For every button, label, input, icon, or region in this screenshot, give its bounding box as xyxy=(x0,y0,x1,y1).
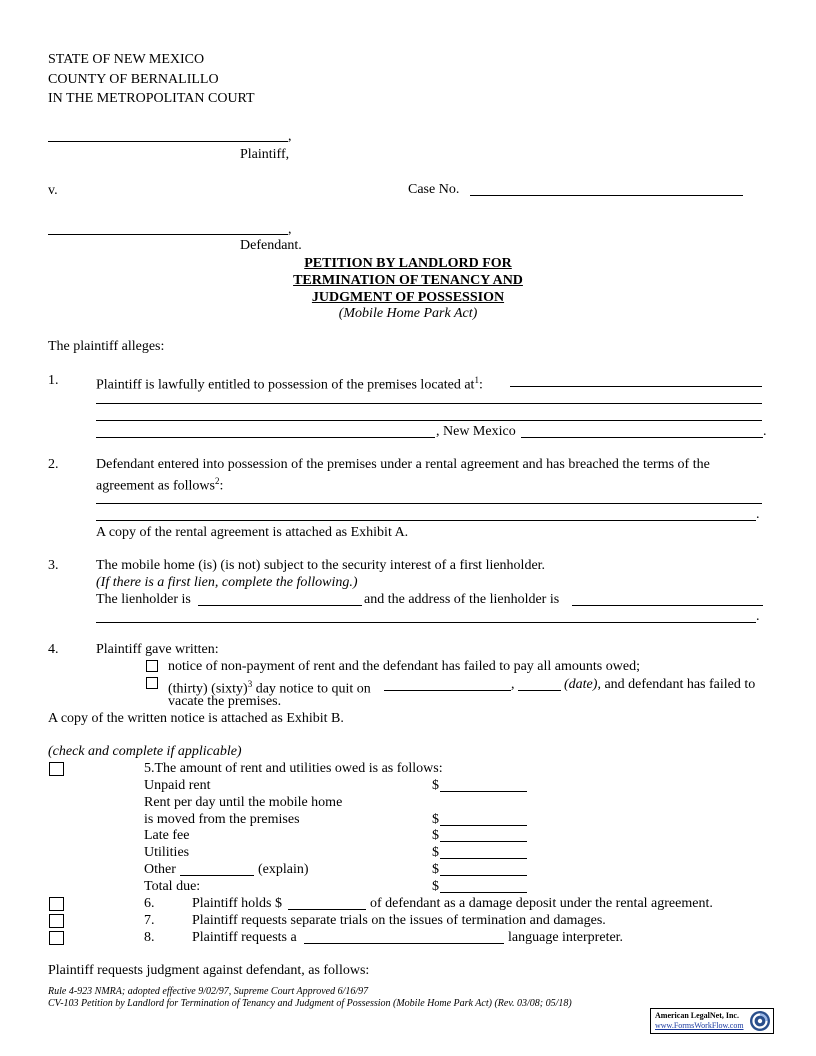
other-label: Other xyxy=(144,862,176,877)
item-6-text-a: Plaintiff holds $ xyxy=(192,896,282,911)
county-heading: COUNTY OF BERNALILLO xyxy=(48,72,219,87)
breach-field-1[interactable] xyxy=(96,503,762,504)
amount-owed-checkbox[interactable] xyxy=(49,762,64,776)
utilities-dollar: $ xyxy=(432,845,439,860)
premises-field-2[interactable] xyxy=(96,403,762,404)
late-fee-label: Late fee xyxy=(144,828,190,843)
lienholder-address-field-2[interactable] xyxy=(96,622,756,623)
premises-city-field[interactable] xyxy=(96,437,435,438)
explain-label: (explain) xyxy=(258,862,309,877)
footer-form-id: CV-103 Petition by Landlord for Termination of Tenancy and Judgment of Possession (Mobile Home Park Act) (Rev. 03/08; 05/18) xyxy=(48,998,572,1009)
premises-zip-field[interactable] xyxy=(521,437,763,438)
item-8-text-a: Plaintiff requests a xyxy=(192,930,297,945)
item-3-note: (If there is a first lien, complete the following.) xyxy=(96,575,358,590)
title-subtitle: (Mobile Home Park Act) xyxy=(338,306,478,321)
late-fee-dollar: $ xyxy=(432,828,439,843)
utilities-label: Utilities xyxy=(144,845,190,860)
plaintiff-name-field[interactable] xyxy=(48,141,288,142)
premises-field-1[interactable] xyxy=(510,386,762,387)
item-2-text-b: agreement as follows$^2$: xyxy=(96,476,224,494)
defendant-comma: , xyxy=(288,222,292,237)
item-7-number: 7. xyxy=(144,913,155,928)
late-fee-field[interactable] xyxy=(440,841,527,842)
notice-date-tail: (date), and defendant has failed to xyxy=(564,677,756,692)
breach-field-2[interactable] xyxy=(96,520,756,521)
rent-per-day-label-2: is moved from the premises xyxy=(144,812,300,827)
notice-date-field[interactable] xyxy=(384,690,511,691)
rent-per-day-field[interactable] xyxy=(440,825,527,826)
other-dollar: $ xyxy=(432,862,439,877)
case-no-label: Case No. xyxy=(408,182,460,197)
badge-url[interactable]: www.FormsWorkFlow.com xyxy=(655,1021,744,1030)
plaintiff-comma: , xyxy=(288,129,292,144)
intro-text: The plaintiff alleges: xyxy=(48,339,165,354)
non-payment-checkbox[interactable] xyxy=(146,660,158,672)
non-payment-text: notice of non-payment of rent and the defendant has failed to pay all amounts owed; xyxy=(168,659,640,674)
exhibit-a-text: A copy of the rental agreement is attached as Exhibit A. xyxy=(96,525,409,540)
unpaid-rent-dollar: $ xyxy=(432,778,439,793)
case-no-field[interactable] xyxy=(470,195,743,196)
item-8-number: 8. xyxy=(144,930,155,945)
legalnet-badge[interactable] xyxy=(650,1008,774,1034)
total-due-field[interactable] xyxy=(440,892,527,893)
notice-period-text: (thirty) (sixty)$^3$ day notice to quit on xyxy=(168,679,371,697)
defendant-label: Defendant. xyxy=(240,238,302,253)
interpreter-language-field[interactable] xyxy=(304,943,504,944)
rent-per-day-dollar: $ xyxy=(432,812,439,827)
item-2-number: 2. xyxy=(48,457,59,472)
item-4-number: 4. xyxy=(48,642,59,657)
item-1-text: Plaintiff is lawfully entitled to possession of the premises located $at^1$: xyxy=(96,375,483,393)
new-mexico-label: , New Mexico xyxy=(436,424,516,439)
item-1-number: 1. xyxy=(48,373,59,388)
premises-field-3[interactable] xyxy=(96,420,762,421)
interpreter-checkbox[interactable] xyxy=(49,931,64,945)
notice-year-field[interactable] xyxy=(518,690,561,691)
lienholder-field[interactable] xyxy=(198,605,362,606)
state-heading: STATE OF NEW MEXICO xyxy=(48,52,205,67)
other-description-field[interactable] xyxy=(180,875,254,876)
rent-per-day-label-1: Rent per day until the mobile home xyxy=(144,795,343,810)
title-line-2: TERMINATION OF TENANCY AND xyxy=(293,273,523,288)
item-7-text: Plaintiff requests separate trials on the issues of termination and damages. xyxy=(192,913,606,928)
exhibit-b-text: A copy of the written notice is attached as Exhibit B. xyxy=(48,711,344,726)
title-line-1: PETITION BY LANDLORD FOR xyxy=(304,256,512,271)
item-6-number: 6. xyxy=(144,896,155,911)
lienholder-label: The lienholder is xyxy=(96,592,191,607)
damage-deposit-checkbox[interactable] xyxy=(49,897,64,911)
court-heading: IN THE METROPOLITAN COURT xyxy=(48,91,255,106)
utilities-field[interactable] xyxy=(440,858,527,859)
total-due-dollar: $ xyxy=(432,879,439,894)
damage-deposit-field[interactable] xyxy=(288,909,366,910)
unpaid-rent-label: Unpaid rent xyxy=(144,778,211,793)
item-8-text-b: language interpreter. xyxy=(508,930,624,945)
badge-company: American LegalNet, Inc. xyxy=(655,1011,739,1020)
footer-rule: Rule 4-923 NMRA; adopted effective 9/02/97, Supreme Court Approved 6/16/97 xyxy=(48,986,369,997)
notice-to-quit-checkbox[interactable] xyxy=(146,677,158,689)
total-due-label: Total due: xyxy=(144,879,201,894)
check-instruction: (check and complete if applicable) xyxy=(48,744,242,759)
other-amount-field[interactable] xyxy=(440,875,527,876)
item-6-text-b: of defendant as a damage deposit under the rental agreement. xyxy=(370,896,713,911)
amount-owed-text: 5.The amount of rent and utilities owed is as follows: xyxy=(144,761,443,776)
lienholder-address-label: and the address of the lienholder is xyxy=(364,592,560,607)
item-4-text: Plaintiff gave written: xyxy=(96,642,219,657)
formsworkflow-logo-icon xyxy=(749,1010,771,1032)
separate-trials-checkbox[interactable] xyxy=(49,914,64,928)
versus-label: v. xyxy=(48,183,58,198)
item-2-period: . xyxy=(756,507,760,522)
judgment-request-text: Plaintiff requests judgment against defendant, as follows: xyxy=(48,963,370,978)
vacate-text: vacate the premises. xyxy=(168,694,282,709)
title-line-3: JUDGMENT OF POSSESSION xyxy=(311,290,505,305)
unpaid-rent-field[interactable] xyxy=(440,791,527,792)
item-3-number: 3. xyxy=(48,558,59,573)
lienholder-address-field-1[interactable] xyxy=(572,605,763,606)
plaintiff-label: Plaintiff, xyxy=(240,147,290,162)
item-3-period: . xyxy=(756,609,760,624)
item-2-text-a: Defendant entered into possession of the premises under a rental agreement and has breached the terms of the xyxy=(96,457,710,472)
notice-comma: , xyxy=(511,677,515,692)
item-3-text: The mobile home (is) (is not) subject to the security interest of a first lienholder. xyxy=(96,558,546,573)
defendant-name-field[interactable] xyxy=(48,234,288,235)
item-1-period: . xyxy=(763,424,767,439)
